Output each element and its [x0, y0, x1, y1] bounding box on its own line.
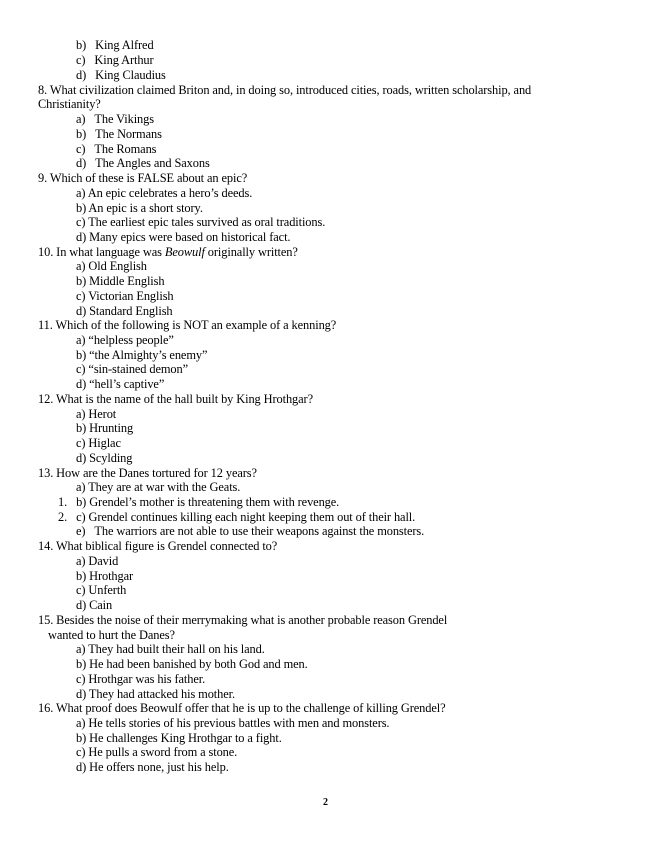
- question-12: 12. What is the name of the hall built by King Hrothgar?: [38, 392, 313, 406]
- question-11: 11. Which of the following is NOT an example of a kenning?: [38, 318, 337, 332]
- option-c: 2. c) Grendel continues killing each night keeping them out of their hall.: [58, 510, 416, 524]
- option-b: b) He had been banished by both God and men.: [76, 657, 308, 671]
- option-a: a) They had built their hall on his land.: [76, 642, 265, 656]
- option-a: a) David: [76, 554, 119, 568]
- option-d: d) He offers none, just his help.: [76, 760, 229, 774]
- option-b: b) Hrothgar: [76, 569, 134, 583]
- question-8: 8. What civilization claimed Briton and, in doing so, introduced cities, roads, written scholarship, and: [38, 83, 532, 97]
- option-a: a) They are at war with the Geats.: [76, 480, 241, 494]
- option-b: b) He challenges King Hrothgar to a fight.: [76, 731, 282, 745]
- option-c: c) King Arthur: [76, 53, 154, 67]
- beowulf-title: Beowulf: [164, 245, 205, 259]
- option-a: a) “helpless people”: [76, 333, 174, 347]
- option-c: c) Unferth: [76, 583, 127, 597]
- option-b: b) An epic is a short story.: [76, 201, 203, 215]
- option-c: c) “sin-stained demon”: [76, 362, 189, 376]
- option-d: d) Many epics were based on historical fact.: [76, 230, 291, 244]
- option-b: b) The Normans: [76, 127, 162, 141]
- option-c: c) The Romans: [76, 142, 157, 156]
- option-b: b) “the Almighty’s enemy”: [76, 348, 208, 362]
- question-10: [38, 245, 298, 260]
- question-9: 9. Which of these is FALSE about an epic?: [38, 171, 248, 185]
- option-a: a) Herot: [76, 407, 117, 421]
- option-d: d) The Angles and Saxons: [76, 156, 210, 170]
- option-c: c) Higlac: [76, 436, 121, 450]
- option-b: 1. b) Grendel’s mother is threatening them with revenge.: [58, 495, 340, 509]
- option-b: b) Middle English: [76, 274, 165, 288]
- option-d: d) Standard English: [76, 304, 173, 318]
- question-15: 15. Besides the noise of their merrymaking what is another probable reason Grendel: [38, 613, 448, 627]
- question-13: 13. How are the Danes tortured for 12 years?: [38, 466, 257, 480]
- option-b: b) Hrunting: [76, 421, 134, 435]
- option-c: c) He pulls a sword from a stone.: [76, 745, 238, 759]
- option-b: b) King Alfred: [76, 38, 154, 52]
- option-d: d) They had attacked his mother.: [76, 687, 235, 701]
- option-a: a) An epic celebrates a hero’s deeds.: [76, 186, 253, 200]
- option-a: a) The Vikings: [76, 112, 154, 126]
- question-8-cont: Christianity?: [38, 97, 101, 111]
- option-d: d) Scylding: [76, 451, 133, 465]
- option-d: d) Cain: [76, 598, 113, 612]
- option-d: d) “hell’s captive”: [76, 377, 165, 391]
- question-10-tail: originally written?: [204, 245, 298, 259]
- question-15-cont: wanted to hurt the Danes?: [48, 628, 175, 642]
- option-d: d) King Claudius: [76, 68, 166, 82]
- option-e: e) The warriors are not able to use their weapons against the monsters.: [76, 524, 425, 538]
- option-c: c) Hrothgar was his father.: [76, 672, 206, 686]
- question-16: 16. What proof does Beowulf offer that he is up to the challenge of killing Grendel?: [38, 701, 446, 715]
- option-c: c) The earliest epic tales survived as oral traditions.: [76, 215, 326, 229]
- option-c: c) Victorian English: [76, 289, 174, 303]
- option-a: a) Old English: [76, 259, 147, 273]
- question-14: 14. What biblical figure is Grendel connected to?: [38, 539, 278, 553]
- page-number: 2: [323, 797, 328, 808]
- option-a: a) He tells stories of his previous battles with men and monsters.: [76, 716, 390, 730]
- question-10-text: 10. In what language was: [38, 245, 165, 259]
